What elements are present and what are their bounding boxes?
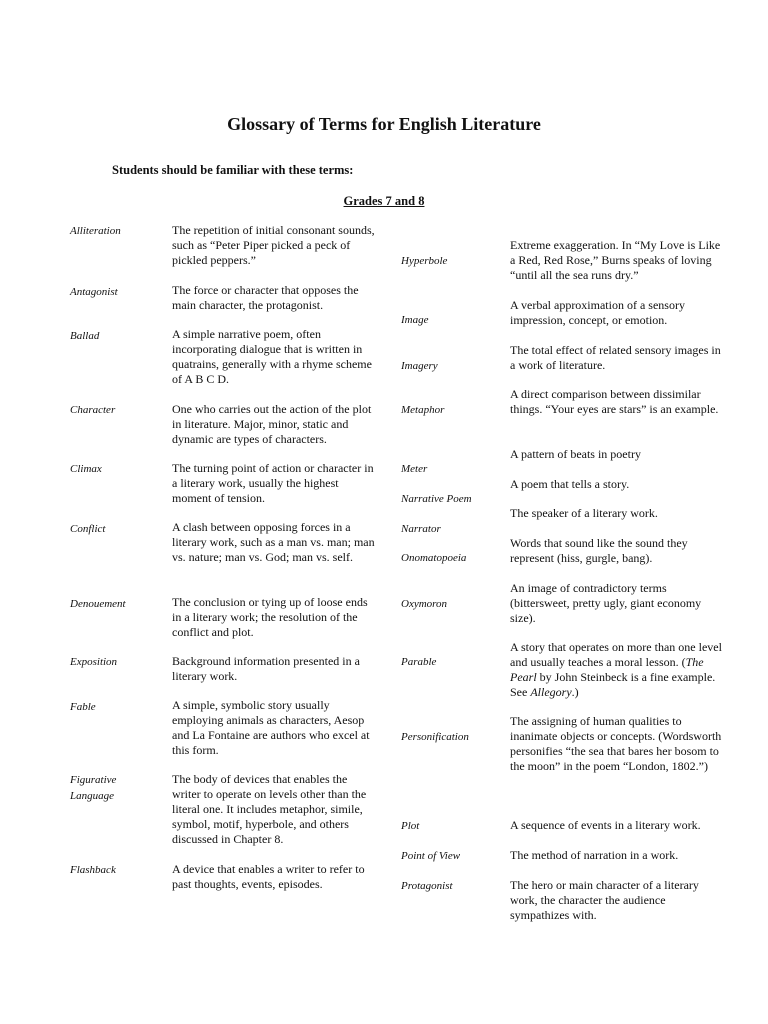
definition-fable: A simple, symbolic story usually employing animals as characters, Aesop and La Fontaine are authors who excel at this form.: [172, 698, 370, 757]
definition-antagonist: The force or character that opposes the main character, the protagonist.: [172, 283, 359, 312]
term-meter: Meter: [401, 463, 428, 475]
definition-plot: A sequence of events in a literary work.: [510, 818, 701, 832]
definition-personification: The assigning of human qualities to inanimate objects or concepts. (Wordsworth personifies “the sea that bares her bosom to the moon” in the poem “London, 1802.”): [510, 714, 722, 773]
term-narrative-poem: Narrative Poem: [401, 493, 472, 505]
term-point-of-view: Point of View: [401, 850, 461, 862]
term-fable: Fable: [70, 701, 96, 713]
definition-denouement: The conclusion or tying up of loose ends in a literary work; the resolution of the conflict and plot.: [172, 595, 368, 639]
term-metaphor: Metaphor: [401, 404, 445, 416]
parable-text-3: .): [571, 685, 579, 699]
definition-oxymoron: An image of contradictory terms (bittersweet, pretty ugly, giant economy size).: [510, 581, 702, 625]
definition-conflict: A clash between opposing forces in a literary work, such as a man vs. man; man vs. nature; man vs. God; man vs. self.: [172, 520, 375, 564]
term-hyperbole: Hyperbole: [401, 255, 448, 267]
definition-character: One who carries out the action of the plot in literature. Major, minor, static and dynamic are types of characters.: [172, 402, 372, 446]
definition-climax: The turning point of action or character in a literary work, usually the highest moment of tension.: [172, 461, 374, 505]
term-exposition: Exposition: [70, 656, 118, 668]
term-oxymoron: Oxymoron: [401, 598, 448, 610]
term-image: Image: [401, 314, 429, 326]
definition-narrator: The speaker of a literary work.: [510, 506, 658, 520]
definition-imagery: The total effect of related sensory images in a work of literature.: [510, 343, 721, 372]
term-narrator: Narrator: [401, 523, 441, 535]
intro-text: Students should be familiar with these terms:: [112, 163, 354, 177]
definition-hyperbole: Extreme exaggeration. In “My Love is Like a Red, Red Rose,” Burns speaks of loving “until all the sea runs dry.”: [510, 238, 721, 282]
definition-narrative-poem: A poem that tells a story.: [510, 477, 630, 491]
term-protagonist: Protagonist: [401, 880, 453, 892]
parable-text-2: by John Steinbeck is a fine example. See: [510, 670, 716, 699]
definition-alliteration: The repetition of initial consonant sounds, such as “Peter Piper picked a peck of pickled peppers.”: [172, 223, 375, 267]
definition-flashback: A device that enables a writer to refer to past thoughts, events, episodes.: [172, 862, 365, 891]
parable-text-1: A story that operates on more than one level and usually teaches a moral lesson. (: [510, 640, 722, 669]
page-title: Glossary of Terms for English Literature: [227, 114, 541, 134]
parable-title-the-pearl: The Pearl: [510, 655, 704, 684]
definition-image: A verbal approximation of a sensory impression, concept, or emotion.: [510, 298, 685, 327]
definition-ballad: A simple narrative poem, often incorporating dialogue that is written in quatrains, generally with a rhyme scheme of A B C D.: [172, 327, 372, 386]
term-climax: Climax: [70, 463, 102, 475]
definition-meter: A pattern of beats in poetry: [510, 447, 641, 461]
term-plot: Plot: [401, 820, 420, 832]
term-parable: Parable: [401, 656, 437, 668]
grade-heading: Grades 7 and 8: [343, 194, 425, 208]
definition-metaphor: A direct comparison between dissimilar things. “Your eyes are stars” is an example.: [510, 387, 719, 416]
parable-allegory-ref: Allegory: [530, 685, 572, 699]
term-imagery: Imagery: [401, 360, 438, 372]
definition-parable: [510, 640, 724, 700]
definition-onomatopoeia: Words that sound like the sound they represent (hiss, gurgle, bang).: [510, 536, 688, 565]
definition-protagonist: The hero or main character of a literary work, the character the audience sympathizes with.: [510, 878, 699, 922]
term-denouement: Denouement: [70, 598, 126, 610]
definition-point-of-view: The method of narration in a work.: [510, 848, 679, 862]
term-onomatopoeia: Onomatopoeia: [401, 552, 467, 564]
definition-exposition: Background information presented in a literary work.: [172, 654, 360, 683]
definition-figurative-language: The body of devices that enables the writer to operate on levels other than the literal one. It includes metaphor, simile, symbol, motif, hyperbole, and others discussed in Chapter 8.: [172, 772, 367, 846]
term-conflict: Conflict: [70, 523, 106, 535]
term-alliteration: Alliteration: [70, 225, 121, 237]
term-figurative-language: Figurative Language: [70, 774, 117, 802]
term-personification: Personification: [401, 731, 469, 743]
term-flashback: Flashback: [70, 864, 116, 876]
term-ballad: Ballad: [70, 330, 100, 342]
term-antagonist: Antagonist: [70, 286, 118, 298]
term-character: Character: [70, 404, 116, 416]
